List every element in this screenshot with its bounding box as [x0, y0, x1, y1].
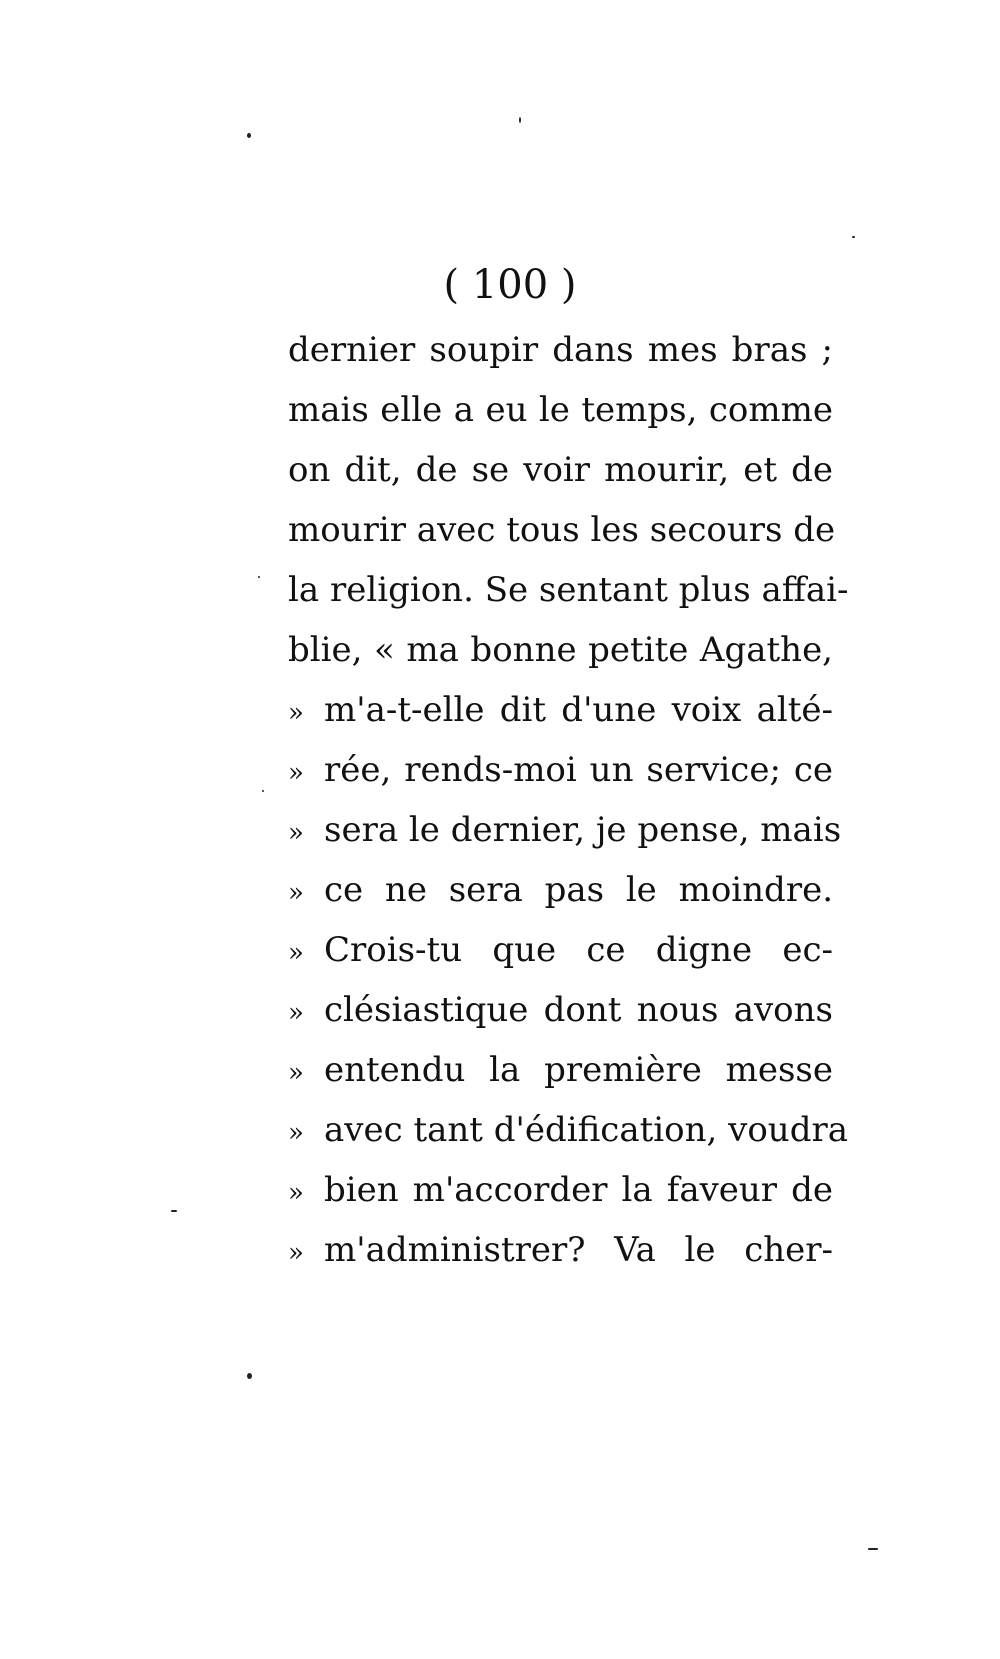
quoted-line [288, 680, 833, 740]
quoted-line [288, 1160, 833, 1220]
scan-speck [171, 1210, 177, 1212]
quote-mark: » [288, 1058, 304, 1088]
text-line [288, 320, 833, 380]
text-line [288, 500, 836, 560]
quoted-line [288, 980, 833, 1040]
quote-mark: » [288, 1178, 304, 1208]
line-text: m'administrer? Va le cher- [324, 1230, 833, 1270]
quoted-line [288, 800, 842, 860]
line-text: entendu la première messe [324, 1050, 833, 1090]
line-text: rée, rends-moi un service; ce [324, 750, 833, 790]
line-text: mais elle a eu le temps, comme [288, 390, 833, 430]
quote-mark: » [288, 818, 304, 848]
scan-speck [247, 1373, 252, 1379]
scan-speck [247, 133, 251, 138]
line-text: dernier soupir dans mes bras ; [288, 330, 833, 370]
quoted-line [288, 860, 833, 920]
scan-speck [519, 117, 521, 123]
quote-mark: » [288, 998, 304, 1028]
line-text: la religion. Se sentant plus affai- [288, 570, 849, 610]
quote-mark: » [288, 1238, 304, 1268]
scan-speck [868, 1548, 878, 1550]
quote-mark: » [288, 938, 304, 968]
line-text: clésiastique dont nous avons [324, 990, 833, 1030]
line-text: avec tant d'édification, voudra [324, 1110, 848, 1150]
quote-mark: » [288, 758, 304, 788]
body-text [288, 320, 849, 1280]
quote-mark: » [288, 1118, 304, 1148]
quoted-line [288, 1220, 833, 1280]
quoted-line [288, 1100, 848, 1160]
text-line [288, 380, 833, 440]
text-line [288, 560, 849, 620]
line-text: m'a-t-elle dit d'une voix alté- [324, 690, 833, 730]
quoted-line [288, 920, 833, 980]
quoted-line [288, 740, 833, 800]
quoted-line [288, 1040, 833, 1100]
text-line [288, 440, 833, 500]
line-text: mourir avec tous les secours de [288, 510, 836, 550]
line-text: ce ne sera pas le moindre. [324, 870, 833, 910]
scan-speck [852, 236, 855, 238]
line-text: blie, « ma bonne petite Agathe, [288, 630, 833, 670]
line-text: sera le dernier, je pense, mais [324, 810, 842, 850]
page-number: ( 100 ) [443, 262, 577, 308]
line-text: bien m'accorder la faveur de [324, 1170, 833, 1210]
line-text: on dit, de se voir mourir, et de [288, 450, 833, 490]
quote-mark: » [288, 698, 304, 728]
quote-mark: » [288, 878, 304, 908]
scan-speck [262, 790, 264, 792]
text-line [288, 620, 833, 680]
scan-speck [258, 576, 260, 578]
line-text: Crois-tu que ce digne ec- [324, 930, 833, 970]
